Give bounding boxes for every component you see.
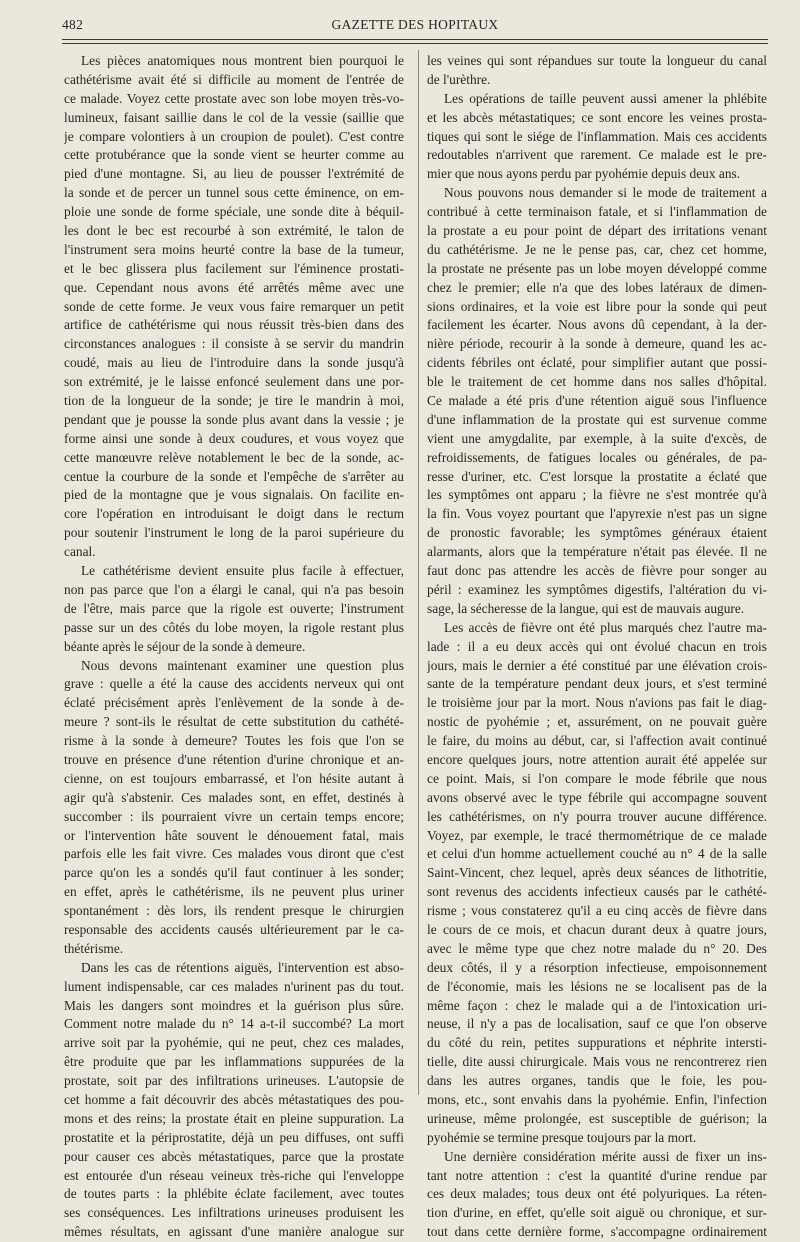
text-line: le cours de ce mois, et chacun durant deux à quatre jours, — [427, 921, 767, 937]
text-line: de toutes parts : la phlébite éclate facilement, avec toutes — [64, 1186, 404, 1202]
text-line: et les abcès métastatiques; ce sont encore les veines prosta- — [427, 109, 767, 125]
text-line: pour causer ces abcès métastatiques, parce que la prostate — [64, 1148, 404, 1164]
page-number: 482 — [62, 17, 84, 32]
text-line: béante après le séjour de la sonde à demeure. — [64, 638, 306, 654]
text-line: du côté du rein, petites suppurations et néphrite intersti- — [427, 1035, 767, 1051]
text-line: la fin. Vous voyez pourtant que l'apyrexie n'est pas un signe — [427, 506, 767, 522]
text-line: la prostate ne présente pas un lobe moyen développé comme — [427, 260, 767, 276]
text-line: de l'urèthre. — [427, 71, 491, 87]
text-line: prostatite et la périprostatite, déjà un peu diffuses, ont suffi — [64, 1129, 404, 1145]
text-line: faut donc pas attendre les accès de fièvre pour songer au — [427, 563, 767, 579]
text-line: meure ? sont-ils le résultat de cette substitution du cathété- — [64, 714, 404, 730]
text-line: vient une amygdalite, par exemple, à la suite d'excès, de — [427, 430, 767, 446]
page-header — [62, 14, 768, 38]
text-line: la prostate a eu pour point de départ des irritations venant — [427, 223, 767, 239]
text-line: jours, mais le dernier a été constitué par une élévation crois- — [427, 657, 767, 673]
text-line: ble le traitement de cet homme dans nos salles d'hôpital. — [427, 374, 767, 390]
text-line: thétérisme. — [64, 940, 124, 956]
text-line: Une dernière considération mérite aussi de fixer un ins- — [444, 1148, 767, 1164]
text-line: canal. — [64, 544, 96, 560]
text-line: pour soutenir l'instrument le long de la paroi supérieure du — [64, 525, 404, 541]
text-line: le faire, du moins au début, car, si l'affection avait continué — [427, 733, 767, 749]
text-line: les symptômes ont apparu ; la fièvre ne s'est montrée qu'à — [427, 487, 767, 503]
column-divider — [418, 50, 419, 1095]
text-line: tion d'urine, en effet, qu'elle soit aiguë ou chronique, et sur- — [427, 1205, 767, 1221]
text-line: Dans les cas de rétentions aiguës, l'intervention est abso- — [81, 959, 404, 975]
text-line: est entourée d'un réseau veineux très-riche qui l'enveloppe — [64, 1167, 404, 1183]
text-line: resse d'uriner, etc. C'est lorsque la prostatite a éclaté que — [427, 468, 767, 484]
text-line: or l'intervention hâte souvent le dénouement fatal, mais — [64, 827, 404, 843]
text-line: responsable des accidents causés ultérieurement par le ca- — [64, 921, 404, 937]
text-line: Les opérations de taille peuvent aussi amener la phlébite — [444, 90, 767, 106]
text-line: prostate, soit par des infiltrations urineuses. L'autopsie de — [64, 1073, 404, 1089]
text-line: tiques qui sont le siége de l'inflammation. Mais ces accidents — [427, 128, 767, 144]
text-line: ses conséquences. Les infiltrations urineuses produisent les — [64, 1205, 404, 1221]
text-line: core l'opération en introduisant le doigt dans le rectum — [64, 506, 404, 522]
text-line: agir qu'à s'abstenir. Ces malades sont, en effet, destinés à — [64, 789, 404, 805]
text-line: Voyez, par exemple, le tracé thermométrique de ce malade — [427, 827, 767, 843]
text-line: sante de la température pendant deux jours, et s'est terminé — [427, 676, 767, 692]
text-line: chez le premier; elle n'a que des lobes latéraux de dimen- — [427, 279, 767, 295]
text-line: les veines qui sont répandues sur toute la longueur du canal — [427, 53, 767, 68]
text-line: mier que nous ayons perdu par pyohémie depuis deux ans. — [427, 166, 741, 182]
text-line: tout dans cette dernière forme, s'accompagne ordinairement — [427, 1224, 767, 1240]
text-line: trouve en présence d'une rétention d'urine chronique et an- — [64, 751, 404, 767]
text-line: nière période, recourir à la sonde à demeure, quand les ac- — [427, 336, 767, 352]
text-line: forme ainsi une sonde à deux coudures, et vous voyez que — [64, 430, 404, 446]
text-line: alarmants, alors que la température n'était pas élevée. Il ne — [427, 544, 767, 560]
text-line: risme ; vous constaterez qu'il a eu cinq accès de fièvre dans — [427, 903, 767, 919]
text-line: ce malade. Voyez cette prostate avec son lobe moyen très-vo- — [64, 90, 404, 106]
text-line: redoutables n'arrivent que rarement. Ce malade est le pre- — [427, 147, 767, 163]
text-line: refroidissements, de fatigues locales ou générales, de pa- — [427, 449, 767, 465]
text-line: Les accès de fièvre ont été plus marqués chez l'autre ma- — [444, 619, 767, 635]
text-line: et celui d'un homme actuellement couché au n° 4 de la salle — [427, 846, 767, 862]
journal-title: GAZETTE DES HOPITAUX — [331, 17, 499, 32]
text-line: sions ordinaires, et la voie est libre pour la sonde qui peut — [427, 298, 767, 314]
text-line: et le bec glissera plus facilement sur l'éminence prostati- — [64, 260, 404, 276]
text-line: facilement les écarter. Nous avons dû cependant, à la der- — [427, 317, 767, 333]
text-line: cette manœuvre relève notablement le bec de la sonde, ac- — [64, 449, 404, 465]
text-line: d'une inflammation de la prostate qui est survenue comme — [427, 411, 767, 427]
text-line: avec le même type que chez notre malade du n° 20. Des — [427, 940, 767, 956]
text-line: sonde de cette forme. Je veux vous faire remarquer un petit — [64, 298, 404, 314]
left-text-column — [64, 52, 404, 1242]
text-line: cidents fébriles ont éclaté, pour simplifier autant que possi- — [427, 355, 767, 371]
text-line: en effet, après le cathétérisme, ils ne peuvent plus uriner — [64, 884, 404, 900]
text-line: tion de la longueur de la sonde; je tire le mandrin à moi, — [64, 393, 404, 409]
text-line: de l'être, mais parce que la rigole est ouverte; l'instrument — [64, 600, 404, 616]
text-line: succomber : ils pourraient vivre un certain temps encore; — [64, 808, 404, 824]
text-line: Ce malade a été pris d'une rétention aiguë sous l'influence — [427, 393, 767, 409]
text-line: lument indispensable, car ces malades n'urinent pas du tout. — [64, 978, 404, 994]
text-line: Saint-Vincent, chez lequel, après deux séances de lithotritie, — [427, 865, 767, 881]
text-line: dans les autres organes, tandis que le foie, les pou- — [427, 1073, 767, 1089]
text-line: avons observé avec le type fébrile qui accompagne souvent — [427, 789, 767, 805]
text-line: nostic de pyohémie ; et, assurément, on ne pouvait guère — [427, 714, 767, 730]
text-line: contribué à cette terminaison fatale, et si l'inflammation de — [427, 204, 767, 220]
text-line: encore quelques jours, notre attention aurait été appelée sur — [427, 751, 767, 767]
text-line: Nous devons maintenant examiner une question plus — [81, 657, 404, 673]
text-line: Le cathétérisme devient ensuite plus facile à effectuer, — [81, 563, 404, 579]
text-line: mons, etc., sont envahis dans la pyohémie. Enfin, l'infection — [427, 1091, 767, 1107]
text-line: Mais les dangers sont moindres et la guérison plus sûre. — [64, 997, 404, 1013]
text-line: Comment notre malade du n° 14 a-t-il succombé? La mort — [64, 1016, 404, 1032]
text-line: spontanément : dès lors, ils rendent presque le chirurgien — [64, 903, 404, 919]
text-line: je compare volontiers à un croupion de poulet). C'est contre — [64, 128, 404, 144]
text-line: deux côtés, il y a résorption infectieuse, empoisonnement — [427, 959, 767, 975]
text-line: non pas parce que l'on a élargi le canal, qui n'a pas besoin — [64, 581, 404, 597]
text-line: même façon : chez le malade qui a de l'intoxication uri- — [427, 997, 767, 1013]
text-line: Nous pouvons nous demander si le mode de traitement a — [444, 185, 767, 201]
text-line: du cathétérisme. Je ne le pense pas, car, chez cet homme, — [427, 241, 767, 257]
text-line: pied de la montagne que je vous signalais. On facilite en- — [64, 487, 404, 503]
text-line: sont revenus des accidents infectieux causés par le cathété- — [427, 884, 767, 900]
right-text-column — [427, 52, 767, 1242]
text-line: pied d'une montagne. Si, au lieu de pousser l'extrémité de — [64, 166, 404, 182]
text-line: coudé, mais au lieu de l'introduire dans la sonde jusqu'à — [64, 355, 404, 371]
text-line: que. Cependant nous avons été arrêtés même avec une — [64, 279, 404, 295]
text-line: de l'économie, mais les lésions ne se localisent pas de la — [427, 978, 767, 994]
text-line: les cathétérismes, on n'y pourra trouver aucune différence. — [427, 808, 767, 824]
text-line: parce qu'on les a sondés qu'il faut continuer à les sonder; — [64, 865, 404, 881]
text-line: tant notre attention : c'est la quantité d'urine rendue par — [427, 1167, 767, 1183]
text-line: ces deux malades; tous deux ont été polyuriques. La réten- — [427, 1186, 767, 1202]
text-line: risme à la sonde à demeure? Toutes les fois que l'on se — [64, 733, 404, 749]
text-line: éclaté précisément après l'enlèvement de la sonde à de- — [64, 695, 404, 711]
text-line: lumineux, faisant saillie dans le col de la vessie (saillie que — [64, 109, 404, 125]
text-line: les dont le bec est recourbé à son extrémité, le talon de — [64, 223, 404, 239]
text-line: circonstances analogues : il consiste à se servir du mandrin — [64, 336, 404, 352]
text-line: sage, la sécheresse de la langue, qui est de mauvais augure. — [427, 600, 745, 616]
text-line: grave : quelle a été la cause des accidents nerveux qui ont — [64, 676, 404, 692]
text-line: ce point. Mais, si l'on compare le mode fébrile que nous — [427, 770, 767, 786]
text-line: être produite que par les inflammations suppurées de la — [64, 1054, 404, 1070]
text-line: péril : examinez les symptômes digestifs, l'altération du vi- — [427, 581, 767, 597]
text-line: ploie une sonde de forme spéciale, une sonde dite à béquil- — [64, 204, 404, 220]
text-line: son extrémité, je le laisse enfoncé seulement dans une por- — [64, 374, 404, 390]
text-line: l'instrument sera moins heurté contre la base de la tumeur, — [64, 241, 404, 257]
text-line: la sonde et de percer un tunnel sous cette éminence, on em- — [64, 185, 404, 201]
text-line: parfois elle les fait vivre. Ces malades vous diront que c'est — [64, 846, 404, 862]
text-line: pendant que je pousse la sonde plus avant dans la vessie ; je — [64, 411, 404, 427]
text-line: de pronostic favorable; les symptômes généraux étaient — [427, 525, 767, 541]
text-line: artifice de cathétérisme qui nous réussit très-bien dans des — [64, 317, 404, 333]
text-line: mons et des reins; la prostate était en pleine suppuration. La — [64, 1110, 404, 1126]
text-line: passe sur un des côtés du lobe moyen, la rigole restant plus — [64, 619, 404, 635]
text-line: Les pièces anatomiques nous montrent bien pourquoi le — [81, 53, 404, 68]
text-line: lade : il a eu deux accès qui ont évolué chacun en trois — [427, 638, 767, 654]
text-line: tielle, dite aussi chirurgicale. Mais vous ne rencontrerez rien — [427, 1054, 767, 1070]
text-line: neuse, il n'y a pas de localisation, sauf ce que l'on observe — [427, 1016, 767, 1032]
header-rule-thin — [62, 43, 768, 44]
text-line: cienne, on est toujours embarrassé, et l'on hésite autant à — [64, 770, 404, 786]
text-line: pyohémie se termine presque toujours par la mort. — [427, 1129, 697, 1145]
text-line: arrive soit par la pyohémie, qui ne peut, chez ces malades, — [64, 1035, 404, 1051]
text-line: cette protubérance que la sonde vient se heurter comme au — [64, 147, 404, 163]
text-line: cathétérisme avait été si difficile au moment de l'entrée de — [64, 71, 404, 87]
text-line: mêmes résultats, en agissant d'une manière analogue sur — [64, 1224, 404, 1240]
text-line: le troisième jour par la mort. Nous n'avions pas fait le diag- — [427, 695, 767, 711]
text-line: centue la courbure de la sonde et l'empêche de s'arrêter au — [64, 468, 404, 484]
header-rule-thick — [62, 39, 768, 40]
text-line: cet homme a fait découvrir des abcès métastatiques des pou- — [64, 1091, 404, 1107]
text-line: urineuse, même prolongée, est susceptible de guérison; la — [427, 1110, 767, 1126]
